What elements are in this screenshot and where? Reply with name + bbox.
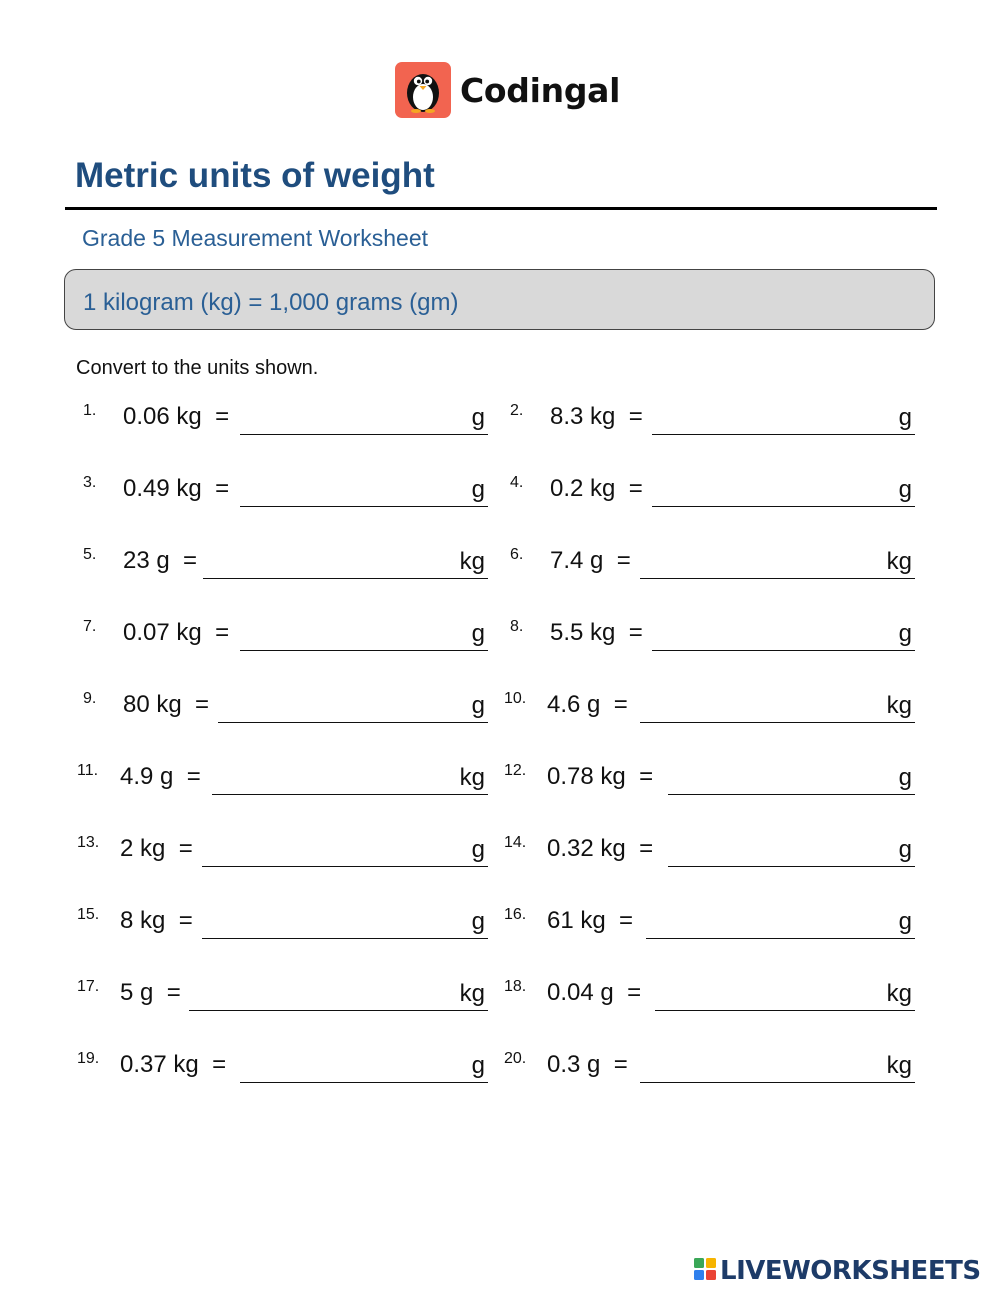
answer-unit: g bbox=[898, 908, 912, 935]
question-expression: 7.4 g = bbox=[550, 547, 631, 574]
answer-blank[interactable] bbox=[668, 866, 915, 867]
answer-blank[interactable] bbox=[640, 578, 915, 579]
question-number: 15. bbox=[77, 906, 100, 923]
question-expression: 80 kg = bbox=[123, 691, 210, 718]
question-expression: 0.37 kg = bbox=[120, 1051, 227, 1078]
question-number: 14. bbox=[504, 834, 527, 851]
question-number: 4. bbox=[510, 474, 524, 491]
question-number: 8. bbox=[510, 618, 524, 635]
question-expression: 0.3 g = bbox=[547, 1051, 628, 1078]
answer-blank[interactable] bbox=[652, 506, 915, 507]
instructions: Convert to the units shown. bbox=[76, 357, 319, 379]
title-divider bbox=[65, 207, 937, 210]
question-number: 18. bbox=[504, 978, 527, 995]
question-item bbox=[0, 1046, 1000, 1086]
answer-unit: kg bbox=[886, 548, 912, 575]
answer-unit: g bbox=[898, 404, 912, 431]
worksheet-subtitle: Grade 5 Measurement Worksheet bbox=[82, 225, 429, 251]
question-item bbox=[0, 542, 1000, 582]
answer-blank[interactable] bbox=[652, 434, 915, 435]
answer-unit: g bbox=[471, 476, 485, 503]
answer-unit: g bbox=[471, 908, 485, 935]
question-expression: 2 kg = bbox=[120, 835, 193, 862]
question-number: 2. bbox=[510, 402, 524, 419]
question-number: 17. bbox=[77, 978, 100, 995]
codingal-logo bbox=[395, 62, 620, 118]
brand-name: Codingal bbox=[460, 70, 621, 110]
question-number: 12. bbox=[504, 762, 527, 779]
question-number: 10. bbox=[504, 690, 527, 707]
conversion-info-text: 1 kilogram (kg) = 1,000 grams (gm) bbox=[83, 289, 459, 316]
question-expression: 5.5 kg = bbox=[550, 619, 643, 646]
answer-unit: kg bbox=[886, 980, 912, 1007]
answer-blank[interactable] bbox=[640, 722, 915, 723]
answer-unit: g bbox=[898, 836, 912, 863]
question-expression: 0.06 kg = bbox=[123, 403, 230, 430]
question-expression: 0.2 kg = bbox=[550, 475, 643, 502]
question-number: 3. bbox=[83, 474, 97, 491]
answer-unit: g bbox=[471, 1052, 485, 1079]
question-number: 5. bbox=[83, 546, 97, 563]
question-expression: 4.9 g = bbox=[120, 763, 201, 790]
answer-blank[interactable] bbox=[652, 650, 915, 651]
question-item bbox=[0, 686, 1000, 726]
question-expression: 4.6 g = bbox=[547, 691, 628, 718]
answer-blank[interactable] bbox=[655, 1010, 915, 1011]
question-number: 20. bbox=[504, 1050, 527, 1067]
answer-blank[interactable] bbox=[646, 938, 915, 939]
answer-blank[interactable] bbox=[668, 794, 915, 795]
answer-unit: g bbox=[471, 620, 485, 647]
answer-unit: g bbox=[471, 692, 485, 719]
question-number: 13. bbox=[77, 834, 100, 851]
answer-unit: kg bbox=[459, 980, 485, 1007]
answer-unit: g bbox=[898, 620, 912, 647]
question-expression: 8.3 kg = bbox=[550, 403, 643, 430]
answer-unit: g bbox=[898, 476, 912, 503]
question-expression: 61 kg = bbox=[547, 907, 634, 934]
question-expression: 0.78 kg = bbox=[547, 763, 654, 790]
question-item bbox=[0, 902, 1000, 942]
question-item bbox=[0, 470, 1000, 510]
question-expression: 0.32 kg = bbox=[547, 835, 654, 862]
question-item bbox=[0, 614, 1000, 654]
question-item bbox=[0, 758, 1000, 798]
question-number: 9. bbox=[83, 690, 97, 707]
answer-unit: g bbox=[898, 764, 912, 791]
question-number: 1. bbox=[83, 402, 97, 419]
question-item bbox=[0, 830, 1000, 870]
question-number: 11. bbox=[77, 762, 99, 779]
conversion-info-box bbox=[64, 269, 935, 330]
answer-unit: g bbox=[471, 836, 485, 863]
question-expression: 0.04 g = bbox=[547, 979, 642, 1006]
question-expression: 0.49 kg = bbox=[123, 475, 230, 502]
penguin-icon bbox=[395, 62, 451, 118]
question-expression: 5 g = bbox=[120, 979, 181, 1006]
liveworksheets-logo bbox=[694, 1256, 981, 1286]
question-number: 6. bbox=[510, 546, 524, 563]
answer-unit: kg bbox=[459, 764, 485, 791]
question-expression: 0.07 kg = bbox=[123, 619, 230, 646]
question-number: 16. bbox=[504, 906, 527, 923]
liveworksheets-name: LIVEWORKSHEETS bbox=[720, 1256, 981, 1286]
answer-unit: g bbox=[471, 404, 485, 431]
question-number: 19. bbox=[77, 1050, 100, 1067]
answer-blank[interactable] bbox=[640, 1082, 915, 1083]
question-expression: 23 g = bbox=[123, 547, 198, 574]
answer-unit: kg bbox=[886, 1052, 912, 1079]
liveworksheets-logo-icon bbox=[694, 1258, 716, 1285]
question-number: 7. bbox=[83, 618, 97, 635]
answer-unit: kg bbox=[459, 548, 485, 575]
answer-unit: kg bbox=[886, 692, 912, 719]
page-title: Metric units of weight bbox=[75, 156, 435, 195]
question-item bbox=[0, 398, 1000, 438]
question-item bbox=[0, 974, 1000, 1014]
question-expression: 8 kg = bbox=[120, 907, 193, 934]
